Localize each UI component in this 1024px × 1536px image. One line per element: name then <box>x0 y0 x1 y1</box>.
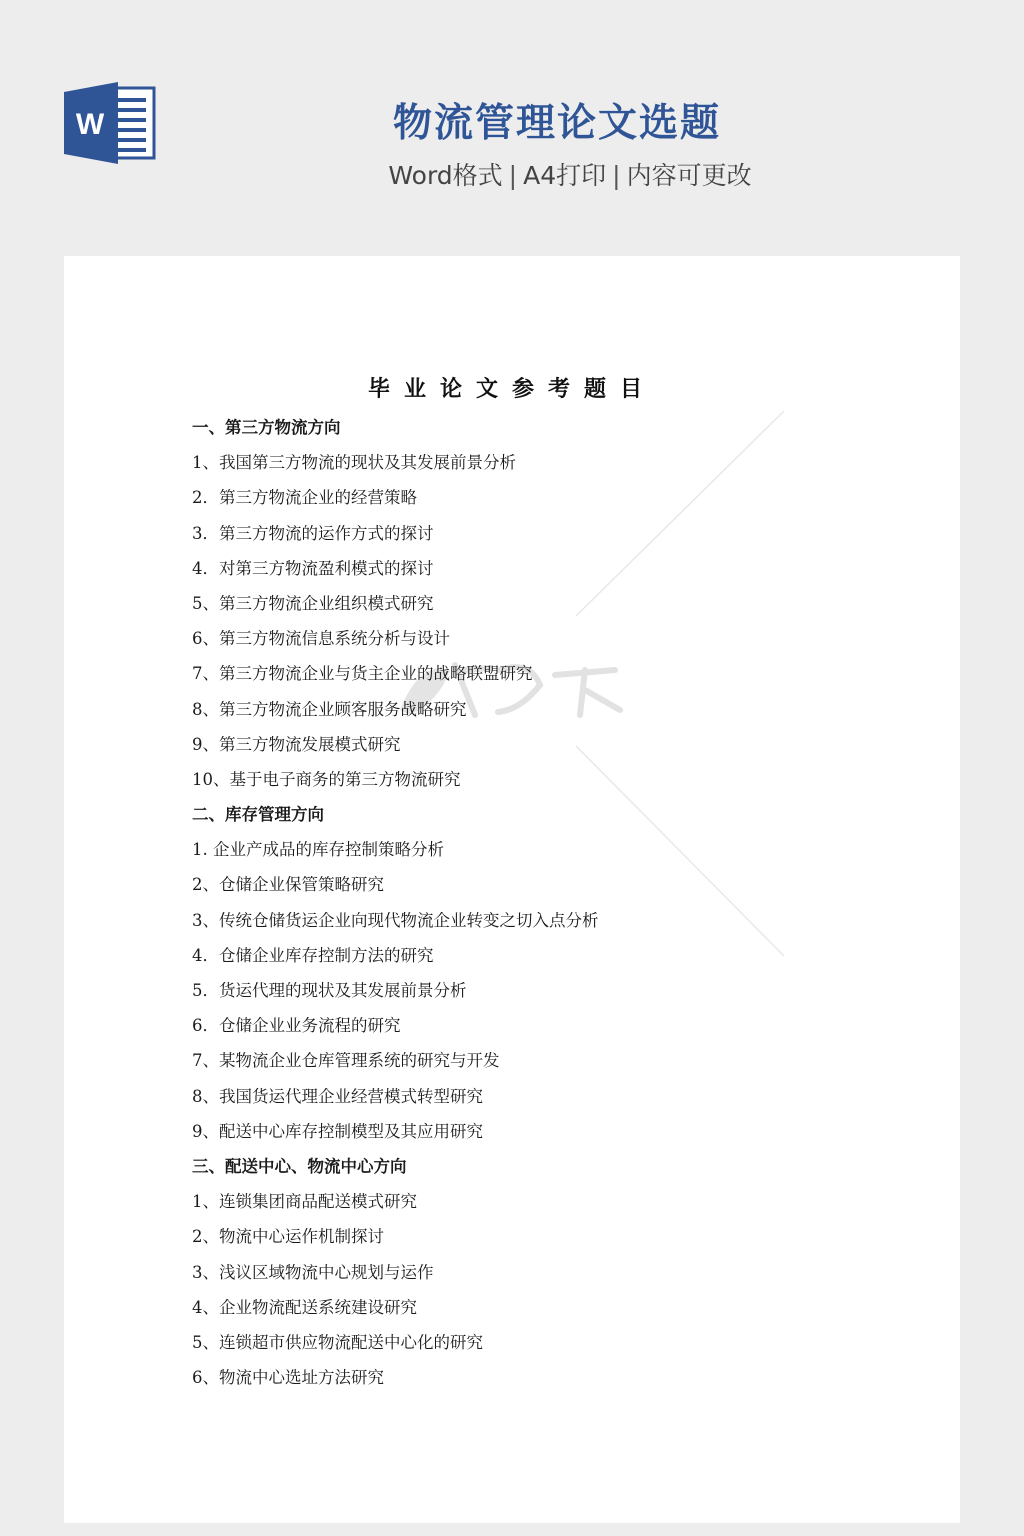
list-item: 10、基于电子商务的第三方物流研究 <box>192 769 461 789</box>
list-item: 6、第三方物流信息系统分析与设计 <box>192 629 450 649</box>
page-header <box>0 0 1024 256</box>
document-heading: 毕业论文参考题目 <box>367 376 656 402</box>
list-item: 6、物流中心选址方法研究 <box>192 1368 384 1388</box>
subtitle-editable: 内容可更改 <box>626 161 752 190</box>
list-item: 2、物流中心运作机制探讨 <box>192 1227 384 1247</box>
list-item: 4、企业物流配送系统建设研究 <box>192 1297 417 1317</box>
section-title: 一、第三方物流方向 <box>192 418 341 437</box>
subtitle-separator: | <box>612 161 621 190</box>
list-item: 1、连锁集团商品配送模式研究 <box>192 1192 417 1212</box>
list-item: 7、第三方物流企业与货主企业的战略联盟研究 <box>192 664 533 684</box>
list-item: 2、仓储企业保管策略研究 <box>192 875 384 895</box>
list-item: 9、配送中心库存控制模型及其应用研究 <box>192 1121 483 1141</box>
page-subtitle <box>320 156 820 192</box>
section-title: 二、库存管理方向 <box>192 805 324 825</box>
list-item: 5、连锁超市供应物流配送中心化的研究 <box>192 1332 483 1352</box>
subtitle-print: A4打印 <box>523 161 607 190</box>
list-item: 3．第三方物流的运作方式的探讨 <box>192 523 434 543</box>
list-item: 7、某物流企业仓库管理系统的研究与开发 <box>192 1051 500 1071</box>
list-item: 9、第三方物流发展模式研究 <box>192 734 401 754</box>
list-item: 8、第三方物流企业顾客服务战略研究 <box>192 699 467 719</box>
page-title: 物流管理论文选题 <box>392 101 721 146</box>
logo-letter: W <box>75 108 105 141</box>
list-item: 6．仓储企业业务流程的研究 <box>192 1016 401 1036</box>
list-item: 3、传统仓储货运企业向现代物流企业转变之切入点分析 <box>192 910 599 930</box>
section-title: 三、配送中心、物流中心方向 <box>192 1156 407 1176</box>
word-logo-icon <box>64 82 156 164</box>
list-item: 3、浅议区域物流中心规划与运作 <box>192 1262 434 1282</box>
list-item: 5．货运代理的现状及其发展前景分析 <box>192 981 467 1000</box>
list-item: 8、我国货运代理企业经营模式转型研究 <box>192 1086 483 1106</box>
list-item: 5、第三方物流企业组织模式研究 <box>192 593 434 613</box>
list-item: 2．第三方物流企业的经营策略 <box>192 488 417 508</box>
subtitle-format: Word格式 <box>388 161 503 190</box>
list-item: 4．对第三方物流盈利模式的探讨 <box>192 558 434 578</box>
topic-list <box>192 410 832 1395</box>
subtitle-separator: | <box>508 161 518 190</box>
list-item: 4．仓储企业库存控制方法的研究 <box>192 945 434 965</box>
list-item: 1. 企业产成品的库存控制策略分析 <box>192 840 444 860</box>
list-item: 1、我国第三方物流的现状及其发展前景分析 <box>192 453 516 473</box>
